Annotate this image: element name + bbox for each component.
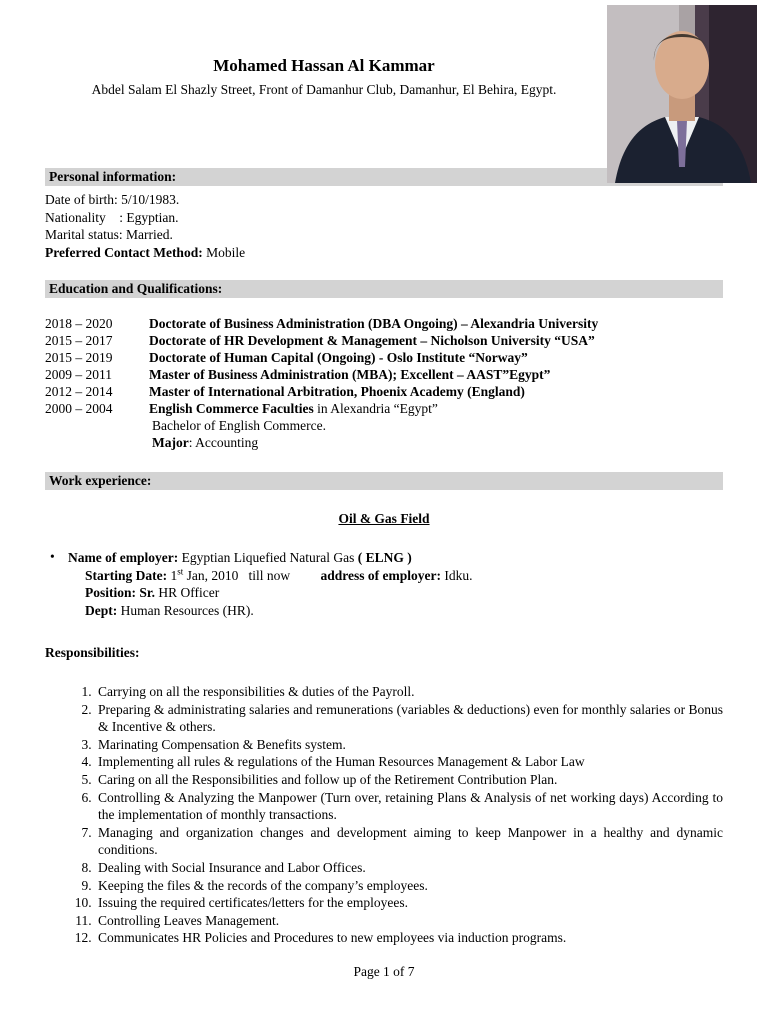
responsibility-item: 4. Implementing all rules & regulations of the Human Resources Management & Labor Law [95,753,723,771]
education-major-value: : Accounting [188,435,259,450]
employer-value: Egyptian Liquefied Natural Gas [178,550,358,565]
education-degree-bold: Doctorate of Human Capital (Ongoing) - Oslo Institute “Norway” [149,350,528,365]
starting-date-ordinal: st [177,566,184,576]
field-title: Oil & Gas Field [338,511,430,526]
education-degree-bold: English Commerce Faculties [149,401,314,416]
education-degree [149,400,438,417]
education-major-label: Major [152,435,189,450]
responsibility-item: 8. Dealing with Social Insurance and Labor Offices. [95,859,723,877]
education-bachelor-line: Bachelor of English Commerce. [152,418,326,433]
responsibility-item: 6. Controlling & Analyzing the Manpower (Turn over, retaining Plans & Analysis of net working days) According to the implementation of monthly transactions. [95,789,723,824]
education-degree-bold: Master of International Arbitration, Phoenix Academy (England) [149,384,525,399]
responsibility-item: 7. Managing and organization changes and development aiming to keep Manpower in a healthy and dynamic conditions. [95,824,723,859]
education-degree-rest: in Alexandria “Egypt” [313,401,438,416]
education-degree [149,332,595,349]
employer-label: Name of employer: [68,550,179,565]
education-years: 2009 – 2011 [45,367,112,382]
education-years: 2018 – 2020 [45,316,113,331]
marital-status-line: Marital status: Married. [45,227,173,242]
dept-label: Dept: [85,602,118,618]
responsibility-item: 12. Communicates HR Policies and Procedures to new employees via induction programs. [95,929,723,947]
bullet-marker: • [50,549,55,564]
education-years: 2015 – 2017 [45,333,113,348]
education-row [45,315,723,332]
employer-block [45,549,723,619]
starting-date-line [85,567,723,585]
dept-line [85,602,723,620]
dob-line: Date of birth: 5/10/1983. [45,192,180,207]
page-number: Page 1 of 7 [353,964,415,979]
education-row [45,400,723,417]
responsibility-item: 10. Issuing the required certificates/letters for the employees. [95,894,723,912]
section-title-work: Work experience: [49,473,152,488]
education-row [45,383,723,400]
starting-date-num: 1 [167,567,178,583]
responsibility-item: 3. Marinating Compensation & Benefits system. [95,736,723,754]
header [45,0,603,98]
education-degree-bold: Doctorate of Business Administration (DBA Ongoing) – Alexandria University [149,316,599,331]
starting-date-rest: Jan, 2010 till now [183,567,321,583]
position-line [85,584,723,602]
position-label: Position: Sr. [85,585,156,600]
education-row [45,366,723,383]
education-years: 2015 – 2019 [45,350,113,365]
responsibilities-title: Responsibilities: [45,645,140,660]
contact-method-label: Preferred Contact Method: [45,244,203,260]
section-title-personal: Personal information: [49,169,177,184]
employer-bullet-row [45,549,723,619]
section-education [45,280,723,298]
portrait-photo-image [607,5,757,183]
employer-line [68,549,723,567]
education-years: 2000 – 2004 [45,401,113,416]
education-degree [149,366,550,383]
responsibility-item: 2. Preparing & administrating salaries and remunerations (variables & deductions) even for monthly salaries or Bonus & Incentive & others. [95,701,723,736]
responsibility-item: 9. Keeping the files & the records of the company’s employees. [95,877,723,895]
education-major-line [152,434,723,451]
responsibility-item: 1. Carrying on all the responsibilities & duties of the Payroll. [95,683,723,701]
responsibility-item: 5. Caring on all the Responsibilities and follow up of the Retirement Contribution Plan. [95,771,723,789]
employer-details [68,549,723,619]
dept-value: Human Resources (HR). [117,602,254,618]
education-rows [45,315,723,451]
responsibilities-list [45,683,723,947]
page-title: Mohamed Hassan Al Kammar [213,56,435,75]
education-row [45,332,723,349]
contact-method-line [45,244,723,262]
education-years: 2012 – 2014 [45,384,113,399]
employer-address-label: address of employer: [320,567,441,583]
education-degree [149,349,528,366]
education-degree [149,383,525,400]
education-degree-bold: Master of Business Administration (MBA); Excellent – AAST”Egypt” [149,367,551,382]
starting-date-label: Starting Date: [85,567,168,583]
responsibility-item: 11. Controlling Leaves Management. [95,912,723,930]
contact-method-value: Mobile [202,244,246,260]
personal-block [45,191,723,261]
employer-address-value: Idku. [441,567,473,583]
address-line: Abdel Salam El Shazly Street, Front of Damanhur Club, Damanhur, El Behira, Egypt. [91,82,557,97]
nationality-line: Nationality : Egyptian. [45,209,179,225]
employer-elng: ( ELNG ) [357,550,412,565]
education-degree-bold: Doctorate of HR Development & Management – Nicholson University “USA” [149,333,595,348]
section-title-education: Education and Qualifications: [49,281,223,296]
education-degree [149,315,598,332]
portrait-photo [607,5,757,183]
position-value: HR Officer [155,585,220,600]
education-row [45,349,723,366]
section-work-experience [45,472,723,490]
